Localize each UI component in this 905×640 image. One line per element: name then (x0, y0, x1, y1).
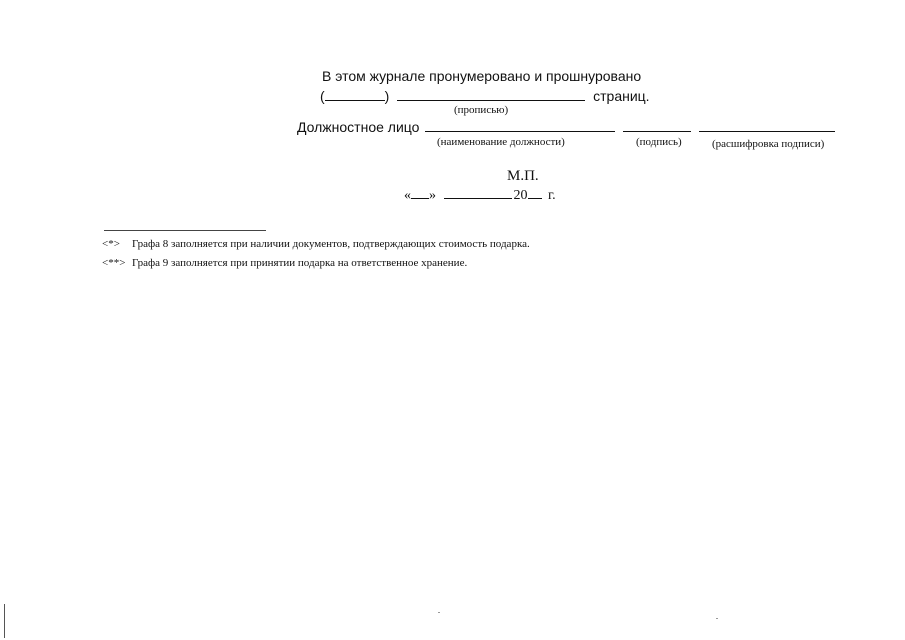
page-count-number-blank (325, 89, 385, 101)
certification-line: В этом журнале пронумеровано и прошнуровано (322, 68, 642, 84)
month-blank (444, 187, 512, 199)
year-prefix: 20 (513, 188, 528, 203)
year-suffix: г. (548, 188, 556, 203)
caption-decoding: (расшифровка подписи) (712, 138, 825, 150)
decoding-blank (699, 120, 835, 132)
close-quote: » (429, 188, 436, 203)
scan-edge-mark (4, 604, 5, 638)
stamp-place: М.П. (507, 168, 539, 184)
footnote-1-text: Графа 8 заполняется при наличии документов, подтверждающих стоимость подарка. (132, 238, 530, 250)
caption-signature: (подпись) (636, 136, 682, 148)
scan-speck (716, 618, 718, 619)
footnote-2-text: Графа 9 заполняется при принятии подарка на ответственное хранение. (132, 257, 468, 269)
close-paren: ) (384, 88, 390, 104)
caption-propisyu: (прописью) (454, 104, 509, 116)
footnote-1 (102, 238, 530, 250)
date-line (404, 187, 556, 204)
page-count-line (320, 88, 650, 104)
page-count-words-blank (397, 89, 585, 101)
position-blank (425, 120, 615, 132)
footnote-2 (102, 257, 467, 269)
open-paren: ( (320, 88, 325, 104)
year-blank (528, 187, 542, 199)
official-line (297, 119, 835, 135)
scan-speck (438, 612, 440, 613)
footnote-separator (104, 230, 266, 231)
official-label: Должностное лицо (297, 119, 420, 135)
footnote-1-mark: <*> (102, 238, 120, 250)
pages-word: страниц. (593, 88, 650, 104)
open-quote: « (404, 188, 411, 203)
day-blank (411, 187, 429, 199)
caption-position: (наименование должности) (437, 136, 565, 148)
footnote-2-mark: <**> (102, 257, 126, 269)
signature-blank (623, 120, 691, 132)
